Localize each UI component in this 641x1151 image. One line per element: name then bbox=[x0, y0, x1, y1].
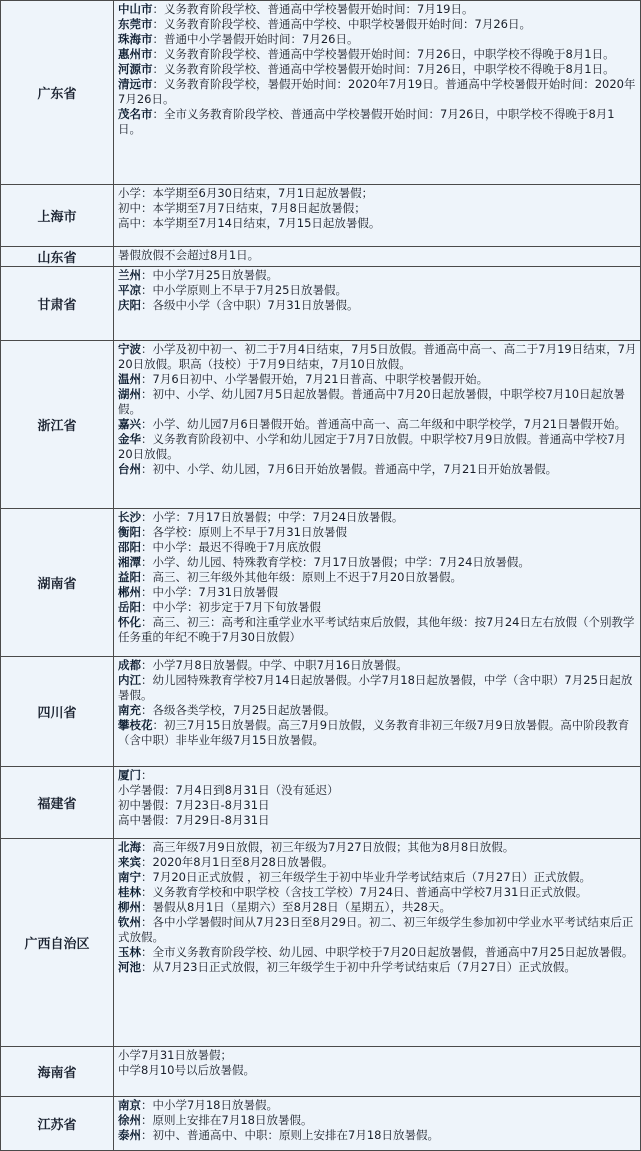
table-row bbox=[1, 1, 641, 185]
schedule-text: ：普通中小学暑假开始时间：7月26日。 bbox=[152, 32, 359, 46]
schedule-text: 中学8月10号以后放暑假。 bbox=[118, 1063, 255, 1077]
city-name: 湖州 bbox=[118, 387, 141, 401]
schedule-cell bbox=[114, 767, 641, 839]
schedule-text: ：小学：7月17日放暑假；中学：7月24日放暑假。 bbox=[141, 510, 404, 524]
schedule-line bbox=[118, 510, 637, 525]
schedule-text: ：幼儿园特殊教育学校7月14日起放暑假。小学7月18日起放暑假，中学（含中职）7月25日起放暑假。 bbox=[118, 673, 633, 702]
schedule-line bbox=[118, 248, 637, 263]
city-name: 攀枝花 bbox=[118, 718, 153, 732]
city-name: 河源市 bbox=[118, 62, 153, 76]
schedule-text: ：各级中小学（含中职）7月31日放暑假。 bbox=[141, 298, 359, 312]
city-name: 嘉兴 bbox=[118, 417, 141, 431]
schedule-text: ：7月20日正式放假 ，初三年级学生于初中毕业升学考试结束后（7月27日）正式放假。 bbox=[141, 870, 592, 884]
schedule-line bbox=[118, 900, 637, 915]
schedule-line bbox=[118, 718, 637, 748]
schedule-line bbox=[118, 885, 637, 900]
schedule-text: ：中小学：7月31日放暑假 bbox=[141, 585, 278, 599]
city-name: 桂林 bbox=[118, 885, 141, 899]
city-name: 柳州 bbox=[118, 900, 141, 914]
schedule-cell bbox=[114, 657, 641, 767]
schedule-cell bbox=[114, 1, 641, 185]
province-cell: 湖南省 bbox=[1, 509, 114, 657]
schedule-line bbox=[118, 570, 637, 585]
city-name: 湘潭 bbox=[118, 555, 141, 569]
schedule-cell bbox=[114, 185, 641, 247]
schedule-line bbox=[118, 813, 637, 828]
city-name: 长沙 bbox=[118, 510, 141, 524]
city-name: 惠州市 bbox=[118, 47, 153, 61]
province-cell: 山东省 bbox=[1, 247, 114, 267]
city-name: 钦州 bbox=[118, 915, 141, 929]
city-name: 衡阳 bbox=[118, 525, 141, 539]
schedule-line bbox=[118, 525, 637, 540]
schedule-text: ：各学校：原则上不早于7月31日放暑假 bbox=[141, 525, 347, 539]
city-name: 郴州 bbox=[118, 585, 141, 599]
city-name: 温州 bbox=[118, 372, 141, 386]
schedule-line bbox=[118, 432, 637, 462]
schedule-line bbox=[118, 915, 637, 945]
schedule-text: ：全市义务教育阶段学校、普通高中学校暑假开始时间：7月26日，中职学校不得晚于8月1日。 bbox=[118, 107, 615, 136]
city-name: 东莞市 bbox=[118, 17, 153, 31]
city-name: 怀化 bbox=[118, 615, 141, 629]
city-name: 中山市 bbox=[118, 2, 153, 16]
city-name: 南京 bbox=[118, 1098, 141, 1112]
schedule-line bbox=[118, 783, 637, 798]
schedule-text: ：中小学：初步定于7月下旬放暑假 bbox=[141, 600, 321, 614]
table-row bbox=[1, 767, 641, 839]
schedule-line bbox=[118, 62, 637, 77]
province-cell: 四川省 bbox=[1, 657, 114, 767]
province-cell: 福建省 bbox=[1, 767, 114, 839]
city-name: 宁波 bbox=[118, 342, 141, 356]
schedule-line bbox=[118, 658, 637, 673]
schedule-cell bbox=[114, 1047, 641, 1097]
table-body bbox=[1, 1, 641, 1151]
province-cell: 浙江省 bbox=[1, 341, 114, 509]
schedule-line bbox=[118, 960, 637, 975]
schedule-line bbox=[118, 1128, 637, 1143]
city-name: 金华 bbox=[118, 432, 141, 446]
table-row bbox=[1, 247, 641, 267]
schedule-line bbox=[118, 342, 637, 372]
schedule-text: ：中小学：最迟不得晚于7月底放假 bbox=[141, 540, 321, 554]
schedule-text: ：高三年级7月9日放假，初三年级为7月27日放假；其他为8月8日放假。 bbox=[141, 840, 515, 854]
schedule-cell bbox=[114, 267, 641, 341]
schedule-text: ：初三7月15日放暑假。高三7月9日放假，义务教育非初三年级7月9日放暑假。高中阶段教育（含中职）非毕业年级7月15日放暑假。 bbox=[118, 718, 630, 747]
schedule-line bbox=[118, 585, 637, 600]
schedule-line bbox=[118, 17, 637, 32]
schedule-line bbox=[118, 417, 637, 432]
schedule-cell bbox=[114, 839, 641, 1047]
schedule-line bbox=[118, 1048, 637, 1063]
table-row bbox=[1, 341, 641, 509]
city-name: 庆阳 bbox=[118, 298, 141, 312]
schedule-cell bbox=[114, 1097, 641, 1151]
province-cell: 上海市 bbox=[1, 185, 114, 247]
schedule-text: ：初中、小学、幼儿园7月5日起放暑假。普通高中7月20日起放暑假，中职学校7月10日起放暑假。 bbox=[118, 387, 626, 416]
schedule-line bbox=[118, 540, 637, 555]
schedule-cell bbox=[114, 341, 641, 509]
schedule-line bbox=[118, 298, 637, 313]
schedule-text: ：高三、初三：高考和注重学业水平考试结束后放假，其他年级：按7月24日左右放假（个别教学任务重的年纪不晚于7月30日放假） bbox=[118, 615, 635, 644]
city-name: 益阳 bbox=[118, 570, 141, 584]
schedule-text: 高中：本学期至7月14日结束，7月15日起放暑假。 bbox=[118, 216, 381, 230]
schedule-line bbox=[118, 1098, 637, 1113]
city-name: 泰州 bbox=[118, 1128, 141, 1142]
schedule-text: ： bbox=[141, 768, 153, 782]
city-name: 茂名市 bbox=[118, 107, 153, 121]
schedule-text: ：从7月23日正式放假，初三年级学生于初中升学考试结束后（7月27日）正式放假。 bbox=[141, 960, 576, 974]
schedule-text: ：义务教育阶段初中、小学和幼儿园定于7月7日放假。中职学校7月9日放假。普通高中学校7月20日放假。 bbox=[118, 432, 627, 461]
schedule-text: ：原则上安排在7月18日放暑假。 bbox=[141, 1113, 313, 1127]
schedule-line bbox=[118, 1063, 637, 1078]
schedule-text: ：中小学7月18日放暑假。 bbox=[141, 1098, 278, 1112]
schedule-text: ：各级各类学校，7月25日起放暑假。 bbox=[141, 703, 336, 717]
table-row bbox=[1, 1097, 641, 1151]
schedule-text: ：义务教育阶段学校、普通高中学校暑假开始时间：7月19日。 bbox=[152, 2, 474, 16]
schedule-line bbox=[118, 555, 637, 570]
schedule-line bbox=[118, 283, 637, 298]
schedule-text: 暑假放假不会超过8月1日。 bbox=[118, 248, 260, 262]
schedule-text: ：小学及初中初一、初二于7月4日结束，7月5日放假。普通高中高一、高二于7月19日结束，7月20日放假。职高（技校）于7月9日结束，7月10日放假。 bbox=[118, 342, 637, 371]
city-name: 内江 bbox=[118, 673, 141, 687]
schedule-line bbox=[118, 32, 637, 47]
city-name: 南宁 bbox=[118, 870, 141, 884]
table-row bbox=[1, 185, 641, 247]
schedule-line bbox=[118, 615, 637, 645]
province-cell: 甘肃省 bbox=[1, 267, 114, 341]
city-name: 珠海市 bbox=[118, 32, 153, 46]
schedule-line bbox=[118, 201, 637, 216]
schedule-text: 初中暑假：7月23日-8月31日 bbox=[118, 798, 270, 812]
schedule-line bbox=[118, 703, 637, 718]
schedule-text: ：义务教育阶段学校、普通高中学校暑假开始时间：7月26日，中职学校不得晚于8月1日。 bbox=[152, 47, 615, 61]
province-cell: 广西自治区 bbox=[1, 839, 114, 1047]
schedule-line bbox=[118, 855, 637, 870]
province-cell: 江苏省 bbox=[1, 1097, 114, 1151]
schedule-text: ：小学、幼儿园7月6日暑假开始。普通高中高一、高二年级和中职学校学，7月21日暑假开始。 bbox=[141, 417, 627, 431]
schedule-line bbox=[118, 673, 637, 703]
table-row bbox=[1, 1047, 641, 1097]
schedule-line bbox=[118, 216, 637, 231]
province-cell: 广东省 bbox=[1, 1, 114, 185]
schedule-text: ：暑假从8月1日（星期六）至8月28日（星期五），共28天。 bbox=[141, 900, 451, 914]
schedule-cell bbox=[114, 509, 641, 657]
schedule-line bbox=[118, 77, 637, 107]
schedule-text: 高中暑假：7月29日-8月31日 bbox=[118, 813, 270, 827]
city-name: 清远市 bbox=[118, 77, 153, 91]
city-name: 徐州 bbox=[118, 1113, 141, 1127]
city-name: 平凉 bbox=[118, 283, 141, 297]
schedule-text: ：义务教育阶段学校、普通高中学校暑假开始时间：7月26日，中职学校不得晚于8月1日。 bbox=[152, 62, 615, 76]
city-name: 来宾 bbox=[118, 855, 141, 869]
schedule-text: ：7月6日初中、小学暑假开始，7月21日普高、中职学校暑假开始。 bbox=[141, 372, 489, 386]
schedule-line bbox=[118, 768, 637, 783]
schedule-text: ：义务教育阶段学校，暑假开始时间：2020年7月19日。普通高中学校暑假开始时间：2020年7月26日。 bbox=[118, 77, 636, 106]
schedule-line bbox=[118, 47, 637, 62]
city-name: 兰州 bbox=[118, 268, 141, 282]
schedule-line bbox=[118, 798, 637, 813]
schedule-line bbox=[118, 186, 637, 201]
province-cell: 海南省 bbox=[1, 1047, 114, 1097]
city-name: 台州 bbox=[118, 462, 141, 476]
schedule-line bbox=[118, 600, 637, 615]
city-name: 南充 bbox=[118, 703, 141, 717]
schedule-line bbox=[118, 462, 637, 477]
schedule-text: 小学7月31日放暑假； bbox=[118, 1048, 232, 1062]
city-name: 邵阳 bbox=[118, 540, 141, 554]
schedule-text: 初中：本学期至7月7日结束，7月8日起放暑假； bbox=[118, 201, 366, 215]
city-name: 岳阳 bbox=[118, 600, 141, 614]
city-name: 厦门 bbox=[118, 768, 141, 782]
schedule-line bbox=[118, 945, 637, 960]
schedule-text: 小学暑假：7月4日到8月31日（没有延迟） bbox=[118, 783, 339, 797]
schedule-text: ：初中、小学、幼儿园，7月6日开始放暑假。普通高中学，7月21日开始放暑假。 bbox=[141, 462, 558, 476]
schedule-line bbox=[118, 107, 637, 137]
schedule-text: ：2020年8月1日至8月28日放暑假。 bbox=[141, 855, 334, 869]
schedule-text: ：中小学7月25日放暑假。 bbox=[141, 268, 278, 282]
schedule-text: ：初中、普通高中、中职：原则上安排在7月18日放暑假。 bbox=[141, 1128, 439, 1142]
schedule-text: 小学：本学期至6月30日结束，7月1日起放暑假； bbox=[118, 186, 374, 200]
schedule-line bbox=[118, 387, 637, 417]
city-name: 成都 bbox=[118, 658, 141, 672]
table-row bbox=[1, 267, 641, 341]
schedule-line bbox=[118, 840, 637, 855]
schedule-text: ：小学、幼儿园、特殊教育学校：7月17日放暑假；中学：7月24日放暑假。 bbox=[141, 555, 530, 569]
schedule-line bbox=[118, 268, 637, 283]
table-row bbox=[1, 657, 641, 767]
schedule-line bbox=[118, 1113, 637, 1128]
schedule-line bbox=[118, 2, 637, 17]
city-name: 玉林 bbox=[118, 945, 141, 959]
schedule-text: ：高三、初三年级外其他年级：原则上不迟于7月20日放暑假。 bbox=[141, 570, 462, 584]
schedule-text: ：义务教育学校和中职学校（含技工学校）7月24日、普通高中学校7月31日正式放假。 bbox=[141, 885, 588, 899]
schedule-line bbox=[118, 870, 637, 885]
schedule-cell bbox=[114, 247, 641, 267]
table-row bbox=[1, 839, 641, 1047]
table-row bbox=[1, 509, 641, 657]
schedule-line bbox=[118, 372, 637, 387]
schedule-text: ：义务教育阶段学校、普通高中学校、中职学校暑假开始时间：7月26日。 bbox=[152, 17, 531, 31]
schedule-text: ：各中小学暑假时间从7月23日至8月29日。初二、初三年级学生参加初中学业水平考试结束后正式放假。 bbox=[118, 915, 634, 944]
schedule-text: ：全市义务教育阶段学校、幼儿园、中职学校于7月20日起放暑假，普通高中7月25日起放暑假。 bbox=[141, 945, 634, 959]
schedule-text: ：中小学原则上不早于7月25日放暑假。 bbox=[141, 283, 347, 297]
schedule-text: ：小学7月8日放暑假。中学、中职7月16日放暑假。 bbox=[141, 658, 408, 672]
city-name: 河池 bbox=[118, 960, 141, 974]
city-name: 北海 bbox=[118, 840, 141, 854]
